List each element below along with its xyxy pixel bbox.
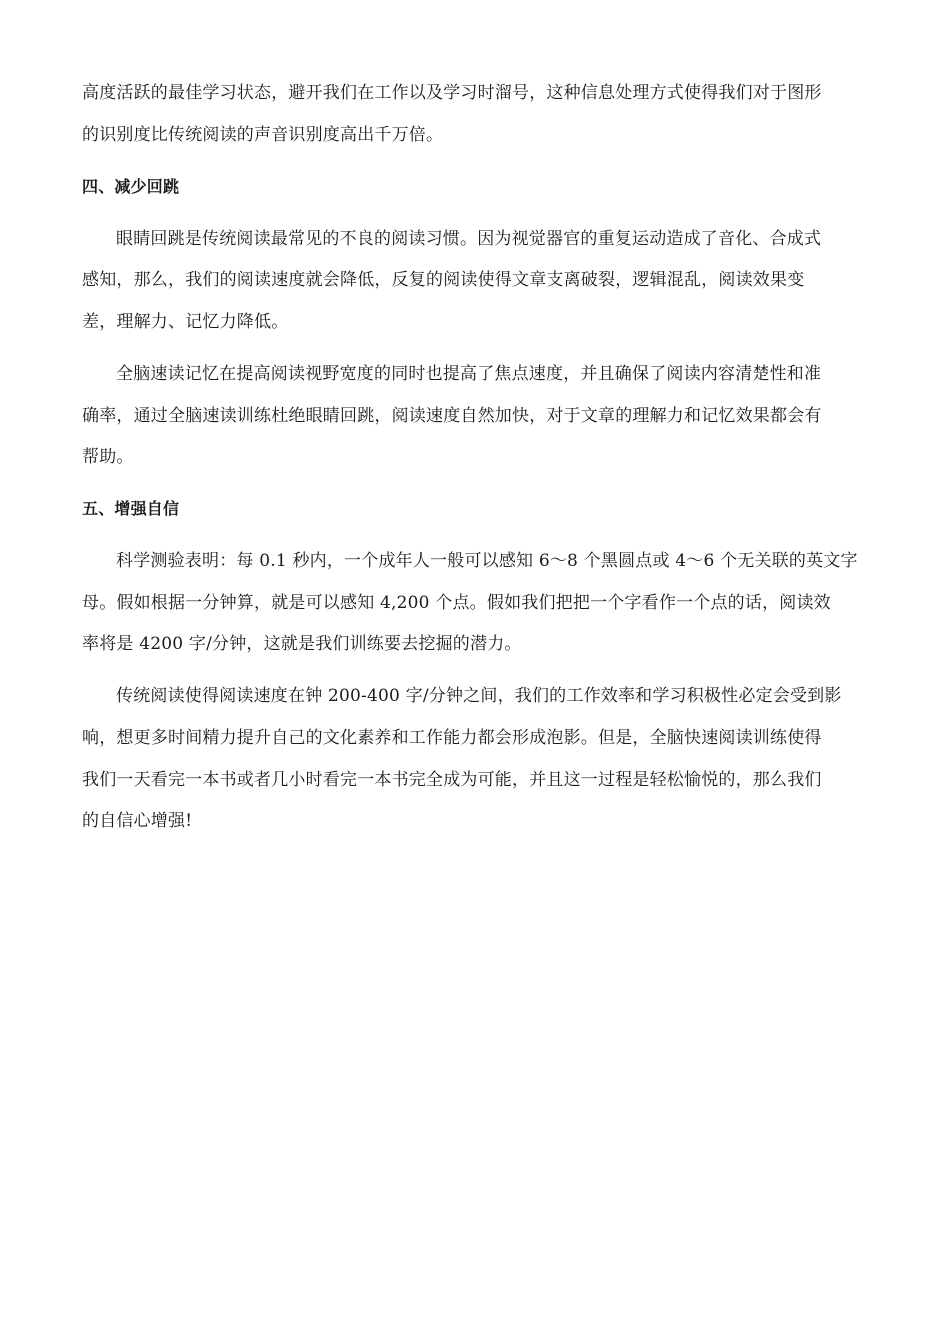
section-4-p2-line-3: 帮助。 [82, 447, 134, 467]
intro-line-2: 的识别度比传统阅读的声音识别度高出千万倍。 [82, 125, 444, 145]
section-5-p1-line-1: 科学测验表明：每 0.1 秒内，一个成年人一般可以感知 6～8 个黑圆点或 4～6 个无关联的英文字 [116, 551, 858, 571]
section-5-p1-line-2: 母。假如根据一分钟算，就是可以感知 4,200 个点。假如我们把把一个字看作一个点的话，阅读效 [82, 593, 831, 613]
section-4-p1-line-2: 感知，那么，我们的阅读速度就会降低，反复的阅读使得文章支离破裂，逻辑混乱，阅读效果变 [82, 270, 805, 290]
intro-line-1: 高度活跃的最佳学习状态，避开我们在工作以及学习时溜号，这种信息处理方式使得我们对于图形 [82, 83, 822, 103]
section-5-p2-line-1: 传统阅读使得阅读速度在钟 200-400 字/分钟之间，我们的工作效率和学习积极性必定会受到影 [116, 686, 842, 706]
section-4-p2-line-2: 确率，通过全脑速读训练杜绝眼睛回跳，阅读速度自然加快，对于文章的理解力和记忆效果都会有 [82, 406, 822, 426]
section-5-p1-line-3: 率将是 4200 字/分钟，这就是我们训练要去挖掘的潜力。 [82, 634, 522, 654]
section-5-p2-line-4: 的自信心增强! [82, 811, 193, 831]
section-4-p2-line-1: 全脑速读记忆在提高阅读视野宽度的同时也提高了焦点速度，并且确保了阅读内容清楚性和准 [116, 364, 822, 384]
section-4-p1-line-1: 眼睛回跳是传统阅读最常见的不良的阅读习惯。因为视觉器官的重复运动造成了音化、合成式 [116, 229, 822, 249]
section-4-p1-line-3: 差，理解力、记忆力降低。 [82, 312, 289, 332]
section-5-heading: 五、增强自信 [82, 499, 180, 518]
section-5-p2-line-3: 我们一天看完一本书或者几小时看完一本书完全成为可能，并且这一过程是轻松愉悦的，那么我们 [82, 770, 822, 790]
section-5-p2-line-2: 响，想更多时间精力提升自己的文化素养和工作能力都会形成泡影。但是，全脑快速阅读训练使得 [82, 728, 822, 748]
section-4-heading: 四、减少回跳 [82, 177, 180, 196]
